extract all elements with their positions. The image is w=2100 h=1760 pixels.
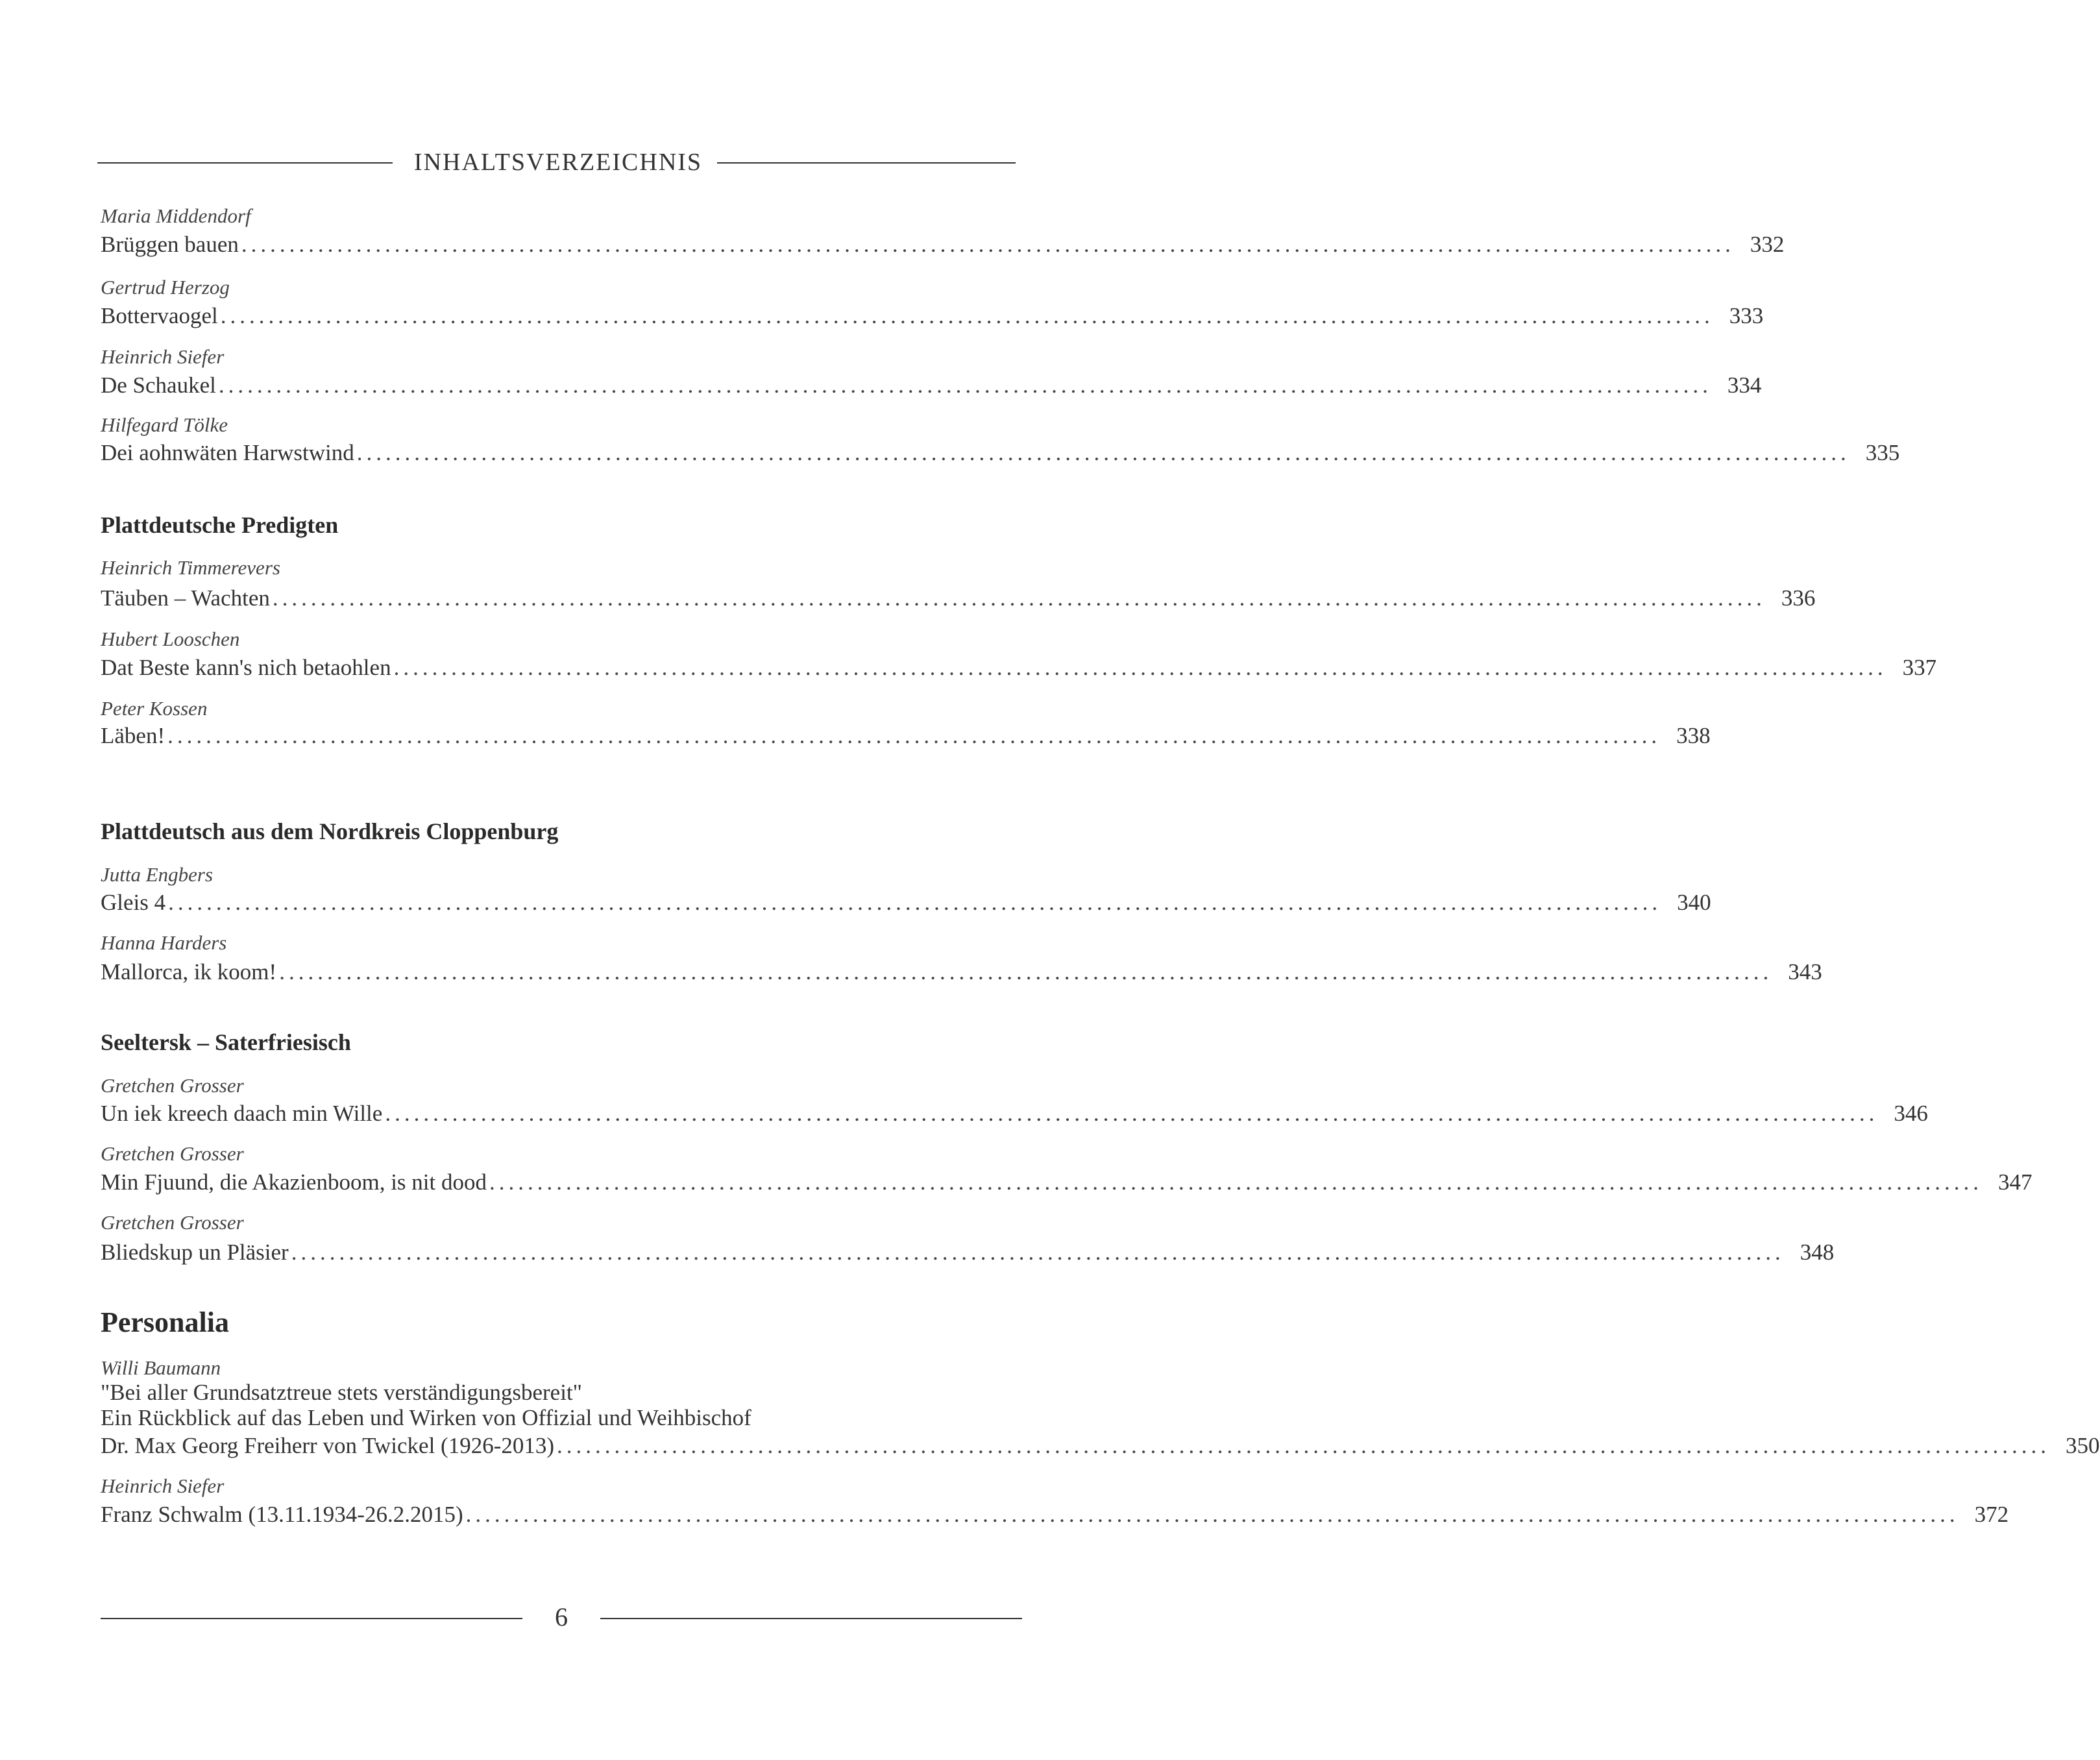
entry-author: Heinrich Timmerevers (101, 556, 280, 579)
section-heading-seeltersk: Seeltersk – Saterfriesisch (101, 1029, 351, 1055)
entry-title: Dat Beste kann's nich betaohlen (101, 655, 391, 680)
entry-title: Franz Schwalm (13.11.1934-26.2.2015) (101, 1502, 463, 1527)
toc-entry[interactable] (101, 299, 1764, 329)
footer-rule-right (600, 1618, 1022, 1619)
entry-page-number: 332 (1750, 232, 1785, 257)
toc-entry[interactable] (101, 1236, 1835, 1265)
entry-author: Hubert Looschen (101, 628, 240, 650)
entry-author: Maria Middendorf (101, 204, 251, 227)
toc-entry[interactable] (101, 651, 1937, 681)
entry-page-number: 346 (1894, 1101, 1928, 1126)
entry-page-number: 334 (1727, 373, 1762, 398)
entry-title: Bliedskup un Pläsier (101, 1240, 289, 1265)
entry-title: Un iek kreech daach min Wille (101, 1101, 383, 1126)
entry-title: Min Fjuund, die Akazienboom, is nit dood (101, 1169, 487, 1195)
dot-leader: ............................................................................................................................................................ (220, 303, 1714, 328)
entry-page-number: 337 (1902, 655, 1937, 680)
dot-leader: ............................................................................................................................................................ (279, 959, 1773, 984)
toc-entry[interactable] (101, 228, 1785, 258)
entry-page-number: 372 (1974, 1502, 2009, 1527)
dot-leader: ............................................................................................................................................................ (241, 232, 1735, 257)
toc-entry[interactable] (101, 1498, 2009, 1528)
entry-author: Hanna Harders (101, 931, 227, 954)
page-title: INHALTSVERZEICHNIS (413, 149, 703, 176)
dot-leader: ............................................................................................................................................................ (272, 585, 1766, 611)
page-number: 6 (555, 1602, 568, 1632)
entry-page-number: 340 (1677, 890, 1711, 915)
entry-author: Peter Kossen (101, 697, 208, 720)
toc-entry[interactable] (101, 955, 1822, 985)
entry-title: De Schaukel (101, 373, 216, 398)
entry-title: Brüggen bauen (101, 232, 239, 257)
entry-author: Hilfegard Tölke (101, 413, 228, 436)
entry-author: Willi Baumann (101, 1356, 221, 1379)
toc-entry[interactable] (101, 436, 1900, 466)
dot-leader: ............................................................................................................................................................ (168, 890, 1662, 915)
dot-leader: ............................................................................................................................................................ (356, 440, 1850, 465)
entry-page-number: 333 (1729, 303, 1764, 328)
section-heading-personalia: Personalia (101, 1306, 229, 1338)
entry-title-line-1: "Bei aller Grundsatztreue stets verständigungsbereit" (101, 1380, 582, 1405)
entry-author: Jutta Engbers (101, 863, 214, 886)
dot-leader: ............................................................................................................................................................ (167, 723, 1661, 748)
toc-entry[interactable] (101, 581, 1816, 611)
dot-leader: ............................................................................................................................................................ (489, 1169, 1983, 1195)
toc-entry[interactable] (101, 1429, 2100, 1459)
entry-author: Gertrud Herzog (101, 276, 230, 299)
entry-page-number: 338 (1676, 723, 1711, 748)
header-rule-right (717, 162, 1016, 164)
entry-title-line-2: Ein Rückblick auf das Leben und Wirken von Offizial und Weihbischof (101, 1405, 751, 1430)
entry-author: Gretchen Grosser (101, 1142, 244, 1165)
entry-title: Mallorca, ik koom! (101, 959, 277, 984)
entry-page-number: 335 (1865, 440, 1900, 465)
entry-page-number: 347 (1997, 1169, 2033, 1195)
dot-leader: ............................................................................................................................................................ (557, 1433, 2051, 1458)
entry-author: Gretchen Grosser (101, 1074, 244, 1097)
toc-entry[interactable] (101, 719, 1711, 749)
entry-title: Täuben – Wachten (101, 585, 270, 611)
toc-entry[interactable] (101, 1166, 2033, 1195)
dot-leader: ............................................................................................................................................................ (465, 1502, 1959, 1527)
toc-entry[interactable] (101, 886, 1711, 916)
toc-entry[interactable] (101, 1097, 1928, 1127)
entry-title: Läben! (101, 723, 165, 748)
header-rule-left (97, 162, 393, 164)
entry-page-number: 343 (1788, 959, 1822, 984)
entry-title: Gleis 4 (101, 890, 166, 915)
section-heading-nordkreis: Plattdeutsch aus dem Nordkreis Cloppenburg (101, 818, 559, 844)
entry-page-number: 350 (2066, 1433, 2100, 1458)
entry-title: Bottervaogel (101, 303, 218, 328)
entry-page-number: 348 (1800, 1240, 1835, 1265)
dot-leader: ............................................................................................................................................................ (385, 1101, 1879, 1126)
dot-leader: ............................................................................................................................................................ (291, 1240, 1785, 1265)
entry-page-number: 336 (1781, 585, 1816, 611)
footer-rule-left (101, 1618, 522, 1619)
dot-leader: ............................................................................................................................................................ (393, 655, 1887, 680)
entry-author: Heinrich Siefer (101, 345, 225, 368)
dot-leader: ............................................................................................................................................................ (218, 373, 1712, 398)
entry-title: Dr. Max Georg Freiherr von Twickel (1926-2013) (101, 1433, 555, 1458)
entry-author: Heinrich Siefer (101, 1474, 225, 1497)
toc-entry[interactable] (101, 369, 1762, 398)
section-heading-predigten: Plattdeutsche Predigten (101, 512, 339, 538)
entry-title: Dei aohnwäten Harwstwind (101, 440, 354, 465)
entry-author: Gretchen Grosser (101, 1211, 244, 1234)
